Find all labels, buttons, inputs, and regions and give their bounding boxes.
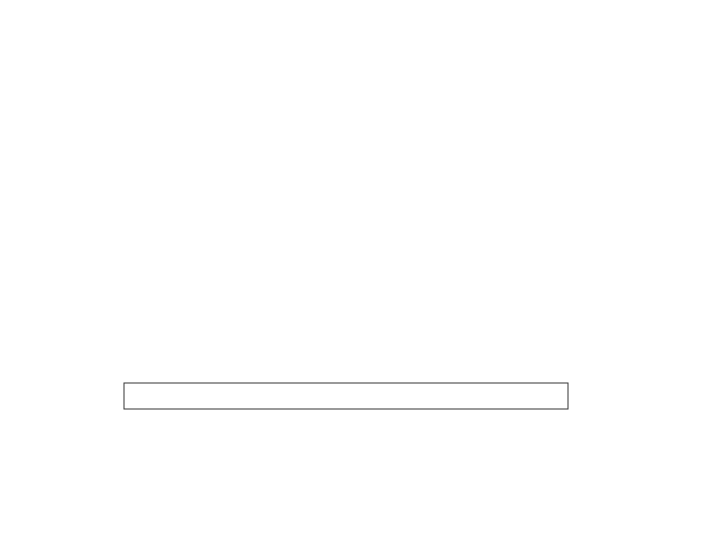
bit-table-frame [124,383,568,409]
